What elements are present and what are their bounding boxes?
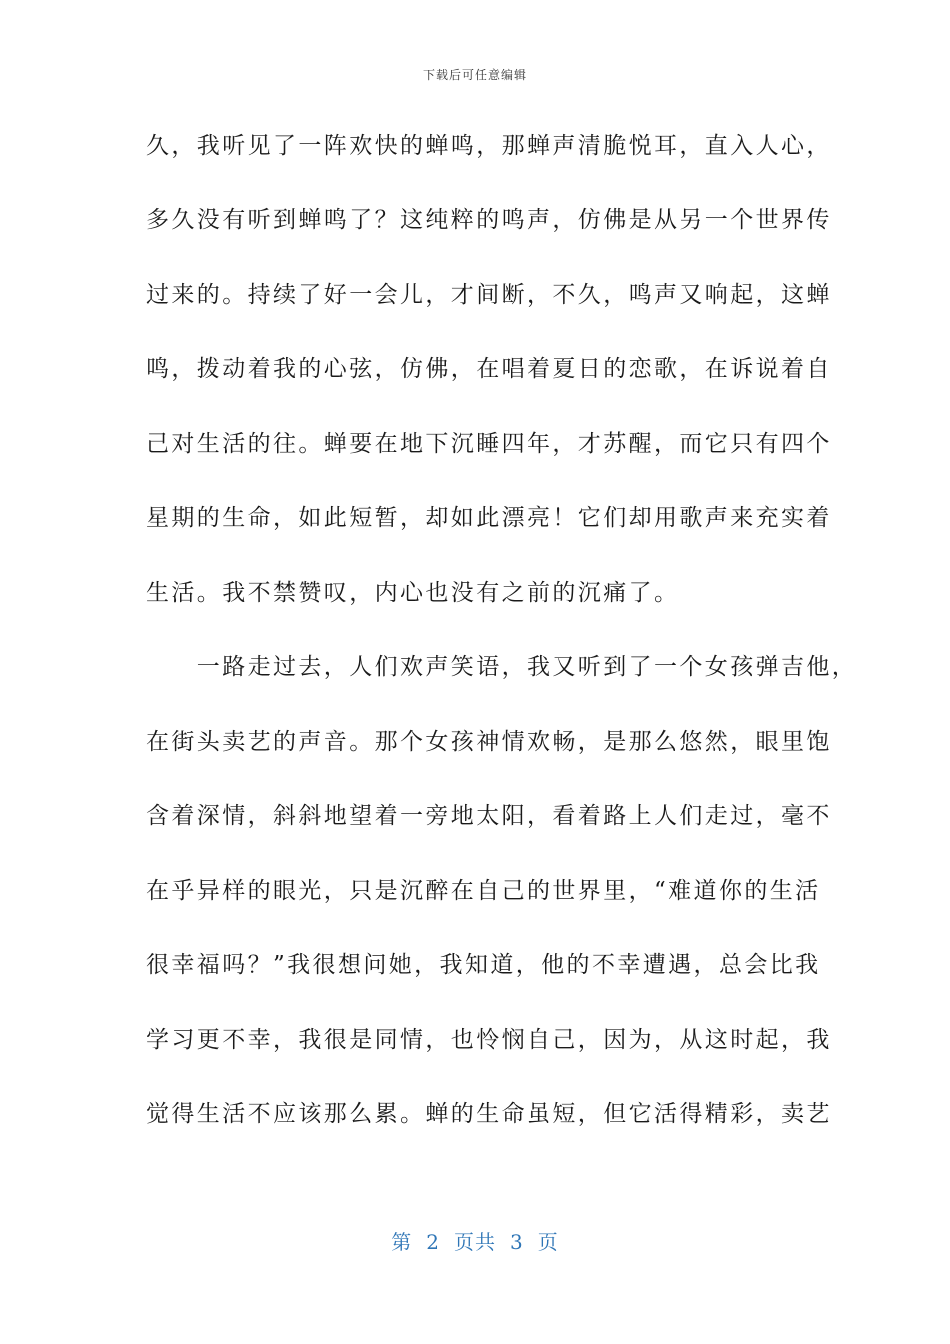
page-number-footer: [0, 1226, 950, 1255]
total-page-number: 3: [510, 1230, 524, 1254]
text-line: 含着深情，斜斜地望着一旁地太阳，看着路上人们走过，毫不: [146, 803, 832, 829]
text-line: 星期的生命，如此短暂，却如此漂亮！它们却用歌声来充实着: [146, 505, 832, 531]
header-note: 下载后可任意编辑: [422, 68, 527, 82]
footer-prefix: 第: [391, 1230, 413, 1254]
text-line: 生活。我不禁赞叹，内心也没有之前的沉痛了。: [146, 580, 680, 606]
text-line: 学习更不幸，我很是同情，也怜悯自己，因为，从这时起，我: [146, 1027, 832, 1053]
footer-suffix: 页: [537, 1230, 559, 1254]
text-line: 多久没有听到蝉鸣了？这纯粹的鸣声，仿佛是从另一个世界传: [146, 207, 832, 233]
text-line: 己对生活的往。蝉要在地下沉睡四年，才苏醒，而它只有四个: [146, 431, 832, 457]
text-line: 鸣，拨动着我的心弦，仿佛，在唱着夏日的恋歌，在诉说着自: [146, 356, 832, 382]
text-line: 在乎异样的眼光，只是沉醉在自己的世界里，“难道你的生活: [146, 878, 821, 904]
footer-middle: 页共: [454, 1230, 496, 1254]
text-line: 一路走过去，人们欢声笑语，我又听到了一个女孩弹吉他，: [146, 654, 858, 680]
current-page-number: 2: [426, 1230, 440, 1254]
text-line: 过来的。持续了好一会儿，才间断，不久，鸣声又响起，这蝉: [146, 282, 832, 308]
text-line: 久，我听见了一阵欢快的蝉鸣，那蝉声清脆悦耳，直入人心，: [146, 133, 832, 159]
text-line: 很幸福吗？”我很想问她，我知道，他的不幸遭遇，总会比我: [146, 952, 821, 978]
text-line: 在街头卖艺的声音。那个女孩神情欢畅，是那么悠然，眼里饱: [146, 729, 832, 755]
text-line: 觉得生活不应该那么累。蝉的生命虽短，但它活得精彩，卖艺: [146, 1101, 832, 1127]
